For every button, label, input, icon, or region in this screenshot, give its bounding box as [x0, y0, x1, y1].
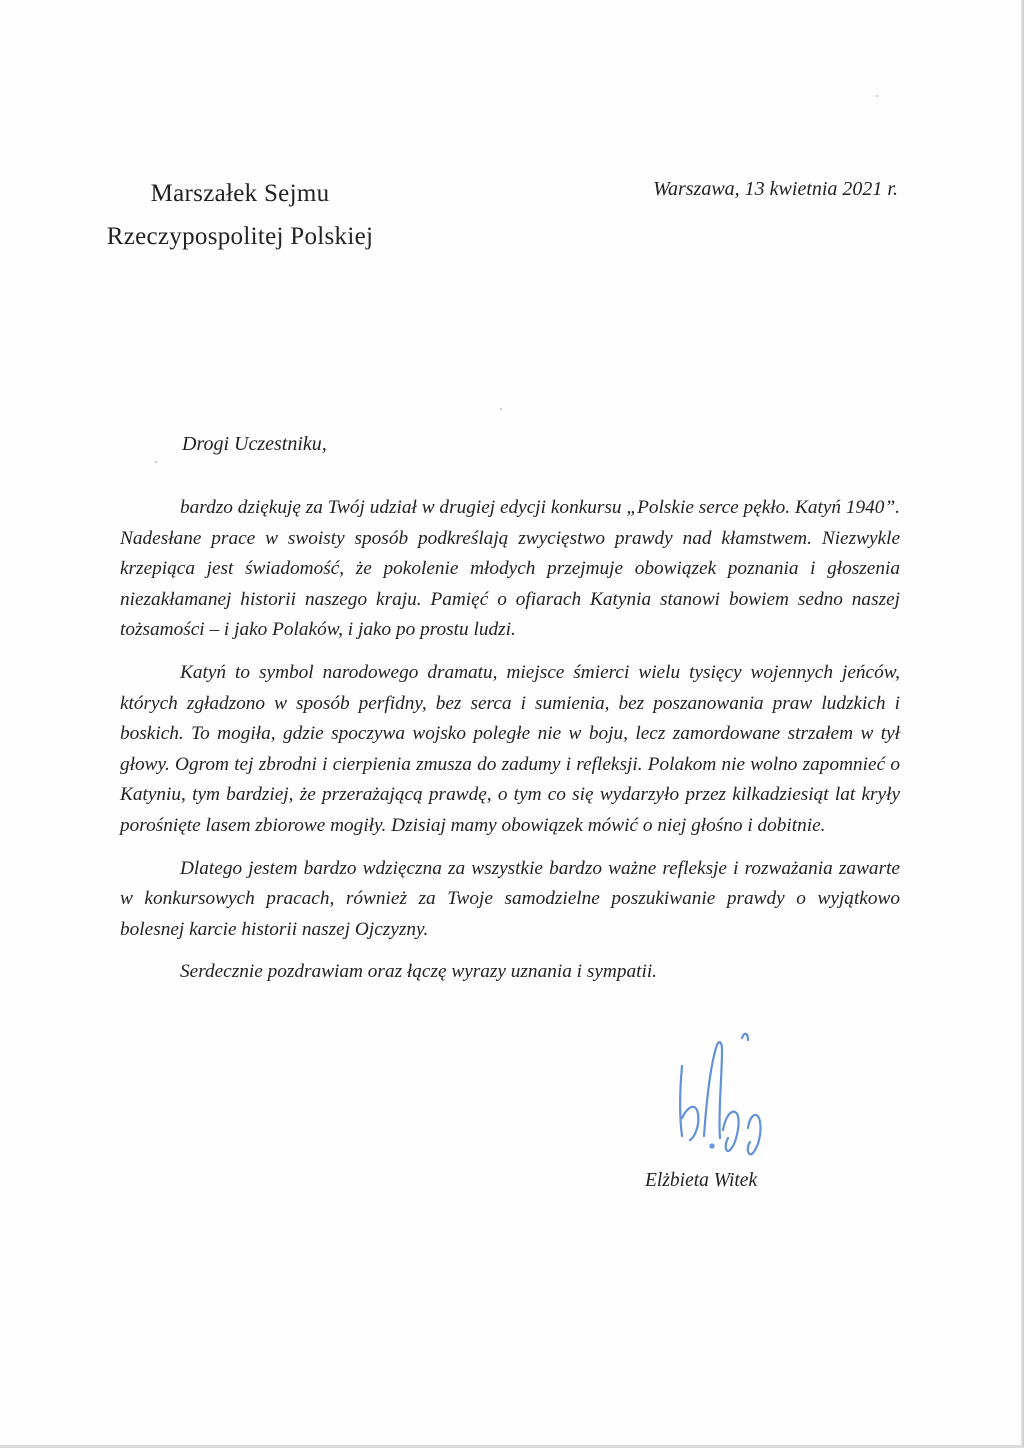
- scan-speck: [876, 95, 878, 97]
- body-paragraph: Katyń to symbol narodowego dramatu, miejsce śmierci wielu tysięcy wojennych jeńców, których zgładzono w sposób perfidny, bez serca i sumienia, bez poszanowania praw ludzkich i boskich. To mogiła, gdzie spoczywa wojsko poległe nie w boju, lecz zamordowane strzałem w tył głowy. Ogrom tej zbrodni i cierpienia zmusza do zadumy i refleksji. Polakom nie wolno zapomnieć o Katyniu, tym bardziej, że przerażającą prawdę, o tym co się wydarzyło przez kilkadziesiąt lat kryły porośnięte lasem zbiorowe mogiły. Dzisiaj mamy obowiązek mówić o niej głośno i dobitnie.: [120, 661, 900, 836]
- salutation: Drogi Uczestniku,: [182, 433, 327, 455]
- letterhead: [60, 172, 420, 258]
- signer-name: Elżbieta Witek: [645, 1170, 758, 1191]
- letter-body: [120, 493, 900, 1000]
- scan-speck: [500, 408, 502, 410]
- scan-speck: [155, 461, 157, 463]
- handwritten-signature: [660, 1018, 780, 1168]
- body-paragraph: bardzo dziękuję za Twój udział w drugiej edycji konkursu „Polskie serce pękło. Katyń 1940”. Nadesłane prace w swoisty sposób podkreślają zwycięstwo prawdy nad kłamstwem. Niezwykle krzepiąca jest świadomość, że pokolenie młodych przejmuje obowiązek poznania i głoszenia niezakłamanej historii naszego kraju. Pamięć o ofiarach Katynia stanowi bowiem sedno naszej tożsamości – i jako Polaków, i jako po prostu ludzi.: [120, 497, 900, 641]
- closing-line: Serdecznie pozdrawiam oraz łączę wyrazy uznania i sympatii.: [180, 961, 658, 983]
- letterhead-title: Marszałek Sejmu: [150, 180, 330, 207]
- letter-date: Warszawa, 13 kwietnia 2021 r.: [653, 178, 898, 200]
- body-paragraph: Dlatego jestem bardzo wdzięczna za wszystkie bardzo ważne refleksje i rozważania zawarte w konkursowych pracach, również za Twoje samodzielne poszukiwanie prawdy o wyjątkowo bolesnej karcie historii naszej Ojczyzny.: [120, 857, 900, 940]
- letterhead-subtitle: Rzeczypospolitej Polskiej: [106, 223, 374, 250]
